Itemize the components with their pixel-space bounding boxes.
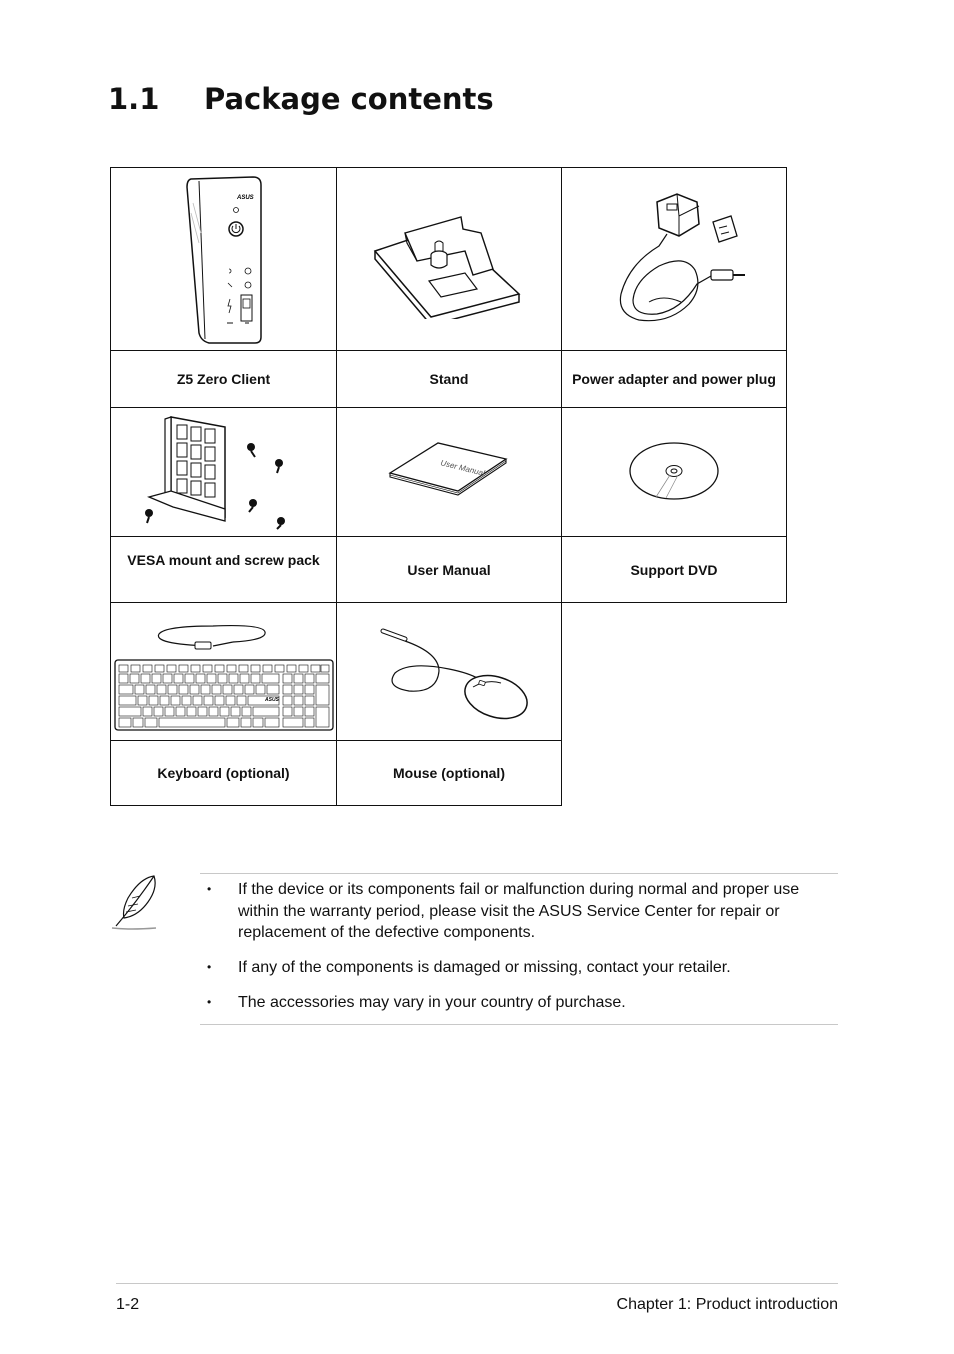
dvd-icon [624,439,724,505]
item-label-user-manual: User Manual [336,536,562,603]
item-label-keyboard: Keyboard (optional) [110,740,337,806]
note-top-rule [200,873,838,874]
device-brand-text: ASUS [236,195,254,201]
item-label-support-dvd: Support DVD [561,536,787,603]
power-adapter-cell [561,167,787,351]
user-manual-icon [384,439,514,505]
vesa-mount-icon [129,413,319,531]
keyboard-brand-text: ASUS [264,696,279,703]
keyboard-cell [110,602,337,741]
section-heading [108,82,494,116]
note-text: If any of the components is damaged or missing, contact your retailer. [238,959,731,976]
item-label-vesa-mount: VESA mount and screw pack [110,536,337,603]
chapter-title: Chapter 1: Product introduction [616,1296,838,1313]
note-item [200,957,800,979]
page-number: 1-2 [116,1296,140,1313]
item-label-zero-client: Z5 Zero Client [110,350,337,408]
power-adapter-icon [599,184,749,334]
user-manual-cell [336,407,562,537]
note-bottom-rule [200,1024,838,1025]
zero-client-icon [179,173,269,345]
feather-note-icon [110,872,162,934]
keyboard-icon [113,612,335,732]
footer-rule [116,1283,838,1284]
vesa-mount-cell [110,407,337,537]
note-text: If the device or its components fail or malfunction during normal and proper use within the warranty period, please visit the ASUS Service Center for repair or replacement of the defective components. [238,881,800,941]
bullet-icon: • [207,882,212,896]
manual-cover-text: User Manual [439,458,486,478]
bullet-icon: • [207,960,212,974]
section-title: Package contents [204,82,494,116]
mouse-cell [336,602,562,741]
zero-client-cell [110,167,337,351]
section-number: 1.1 [108,82,160,116]
item-label-power-adapter: Power adapter and power plug [561,350,787,408]
stand-cell [336,167,562,351]
bullet-icon: • [207,995,212,1009]
note-text: The accessories may vary in your country of purchase. [238,994,626,1011]
support-dvd-cell [561,407,787,537]
item-label-mouse: Mouse (optional) [336,740,562,806]
mouse-icon [369,617,529,727]
stand-icon [369,199,529,319]
note-item [200,992,800,1014]
item-label-stand: Stand [336,350,562,408]
note-list [200,879,800,1027]
note-item [200,879,800,944]
